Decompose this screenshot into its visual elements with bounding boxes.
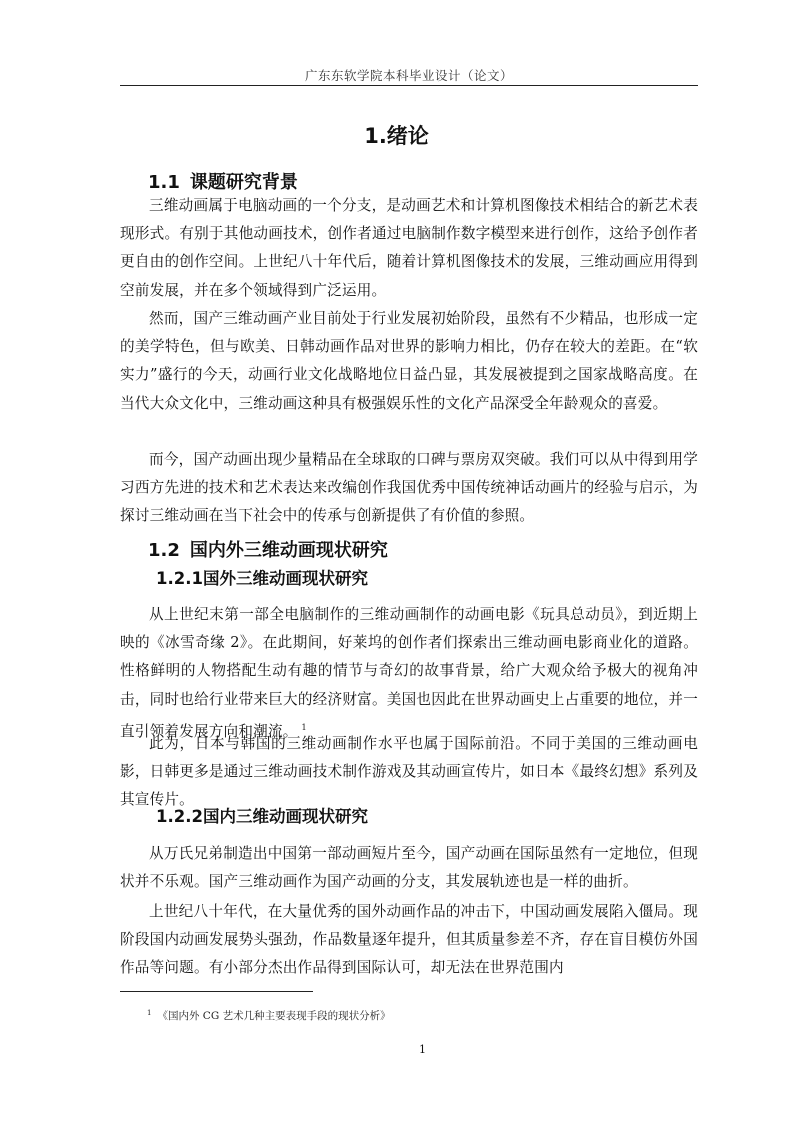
footnote [147, 1008, 391, 1023]
paragraph: 而今，国产动画出现少量精品在全球取的口碑与票房双突破。我们可以从中得到用学习西方先进的技术和艺术表达来改编创作我国优秀中国传统神话动画片的经验与启示，为探讨三维动画在当下社会中的传承与创新提供了有价值的参照。 [120, 451, 698, 525]
subsection-title: 国内三维动画现状研究 [202, 807, 368, 826]
footnote-reference[interactable]: 1 [301, 722, 307, 732]
paragraph [120, 601, 698, 746]
subsection-number: 1.2.1 [156, 569, 203, 588]
footnote-separator [120, 991, 313, 992]
section-number: 1.1 [148, 172, 180, 193]
footnote-text: 《国内外 CG 艺术几种主要表现手段的现状分析》 [157, 1010, 391, 1022]
footnote-mark: 1 [147, 1008, 152, 1017]
header-rule [120, 85, 698, 86]
paragraph: 上世纪八十年代，在大量优秀的国外动画作品的冲击下，中国动画发展陷入僵局。现阶段国内动画发展势头强劲，作品数量逐年提升，但其质量参差不齐，存在盲目模仿外国作品等问题。有小部分杰出作品得到国际认可，却无法在世界范围内 [120, 903, 698, 977]
paragraph: 此为，日本与韩国的三维动画制作水平也属于国际前沿。不同于美国的三维动画电影，日韩更多是通过三维动画技术制作游戏及其动画宣传片，如日本《最终幻想》系列及其宣传片。 [120, 735, 698, 809]
section-number: 1.2 [148, 540, 180, 561]
section-title: 国内外三维动画现状研究 [189, 540, 388, 561]
paragraph: 三维动画属于电脑动画的一个分支，是动画艺术和计算机图像技术相结合的新艺术表现形式。有别于其他动画技术，创作者通过电脑制作数字模型来进行创作，这给予创作者更自由的创作空间。上世纪八十年代后，随着计算机图像技术的发展，三维动画应用得到空前发展，并在多个领域得到广泛运用。 [120, 197, 698, 299]
subsection-title: 国外三维动画现状研究 [202, 569, 368, 588]
running-header: 广东东软学院本科毕业设计（论文） [304, 68, 513, 83]
chapter-title: 1.绪论 [364, 124, 429, 148]
paragraph: 从万氏兄弟制造出中国第一部动画短片至今，国产动画在国际虽然有一定地位，但现状并不乐观。国产三维动画作为国产动画的分支，其发展轨迹也是一样的曲折。 [120, 845, 698, 891]
paragraph-text: 从上世纪末第一部全电脑制作的三维动画制作的动画电影《玩具总动员》，到近期上映的《冰雪奇缘 2》。在此期间，好莱坞的创作者们探索出三维动画电影商业化的道路。性格鲜明的人物搭配生动有趣的情节与奇幻的故事背景，给广大观众给予极大的视角冲击，同时也给行业带来巨大的经济财富。美国也因此在世界动画史上占重要的地位，并一直引领着发展方向和潮流。 [120, 606, 698, 740]
subsection-heading-1-2-2 [156, 803, 368, 827]
subsection-number: 1.2.2 [156, 807, 203, 826]
section-heading-1-2 [148, 536, 388, 562]
paragraph: 然而，国产三维动画产业目前处于行业发展初始阶段，虽然有不少精品，也形成一定的美学特色，但与欧美、日韩动画作品对世界的影响力相比，仍存在较大的差距。在“软实力”盛行的今天，动画行业文化战略地位日益凸显，其发展被提到之国家战略高度。在当代大众文化中，三维动画这种具有极强娱乐性的文化产品深受全年龄观众的喜爱。 [120, 310, 698, 412]
subsection-heading-1-2-1 [156, 565, 368, 589]
page-number: 1 [419, 1043, 426, 1056]
section-heading-1-1 [148, 168, 298, 194]
section-title: 课题研究背景 [189, 172, 298, 193]
